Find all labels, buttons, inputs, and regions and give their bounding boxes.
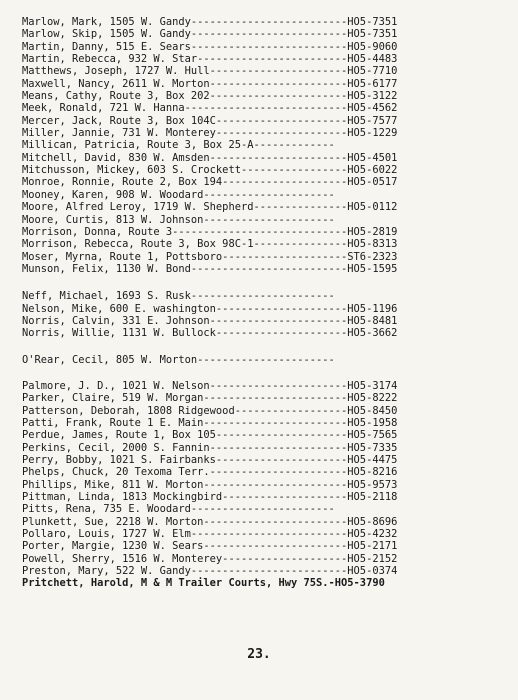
directory-entry: Palmore, J. D., 1021 W. Nelson----------------------HO5-3174 xyxy=(22,379,398,392)
group-p xyxy=(22,380,508,590)
directory-entry: Means, Cathy, Route 3, Box 202----------------------HO5-3122 xyxy=(22,90,398,103)
directory-entry: Patterson, Deborah, 1808 Ridgewood------------------HO5-8450 xyxy=(22,404,398,417)
directory-entry: Martin, Rebecca, 932 W. Star------------------------HO5-4483 xyxy=(22,53,398,66)
directory-entry: Neff, Michael, 1693 S. Rusk----------------------- xyxy=(22,290,335,303)
directory-entry: Mitchusson, Mickey, 603 S. Crockett-----------------HO5-6022 xyxy=(22,164,398,177)
directory-entry: Marlow, Skip, 1505 W. Gandy-------------------------HO5-7351 xyxy=(22,28,398,41)
directory-entry: Monroe, Ronnie, Route 2, Box 194--------------------HO5-0517 xyxy=(22,176,398,189)
directory-entry: Munson, Felix, 1130 W. Bond-------------------------HO5-1595 xyxy=(22,262,398,275)
directory-entry: Mooney, Karen, 908 W. Woodard--------------------- xyxy=(22,188,335,201)
directory-entry: Norris, Willie, 1131 W. Bullock---------------------HO5-3662 xyxy=(22,327,398,340)
directory-entry: Phelps, Chuck, 20 Texoma Terr.----------------------HO5-8216 xyxy=(22,466,398,479)
directory-entry: Perdue, James, Route 1, Box 105---------------------HO5-7565 xyxy=(22,429,398,442)
directory-entry: O'Rear, Cecil, 805 W. Morton---------------------- xyxy=(22,353,335,366)
directory-entry: Perry, Bobby, 1021 S. Fairbanks---------------------HO5-4475 xyxy=(22,454,398,466)
group-o xyxy=(22,354,508,366)
directory-entry: Patti, Frank, Route 1 E. Main-----------------------HO5-1958 xyxy=(22,416,398,429)
directory-entry: Millican, Patricia, Route 3, Box 25-A------------- xyxy=(22,139,335,152)
directory-entry: Powell, Sherry, 1516 W. Monterey--------------------HO5-2152 xyxy=(22,552,398,565)
directory-entry: Maxwell, Nancy, 2611 W. Morton----------------------HO5-6177 xyxy=(22,77,398,90)
directory-entry: Pittman, Linda, 1813 Mockingbird--------------------HO5-2118 xyxy=(22,491,398,504)
directory-entry: Norris, Calvin, 331 E. Johnson----------------------HO5-8481 xyxy=(22,314,398,327)
directory-entry: Moser, Myrna, Route 1, Pottsboro--------------------ST6-2323 xyxy=(22,250,398,263)
directory-entry: Plunkett, Sue, 2218 W. Morton-----------------------HO5-8696 xyxy=(22,515,398,528)
directory-entry: Perkins, Cecil, 2000 S. Fannin----------------------HO5-7335 xyxy=(22,441,398,454)
directory-entry: Parker, Claire, 519 W. Morgan-----------------------HO5-8222 xyxy=(22,392,398,405)
directory-entry: Pitts, Rena, 735 E. Woodard----------------------- xyxy=(22,503,335,516)
group-m xyxy=(22,16,508,275)
group-spacer xyxy=(22,340,508,354)
directory-entry: Miller, Jannie, 731 W. Monterey---------------------HO5-1229 xyxy=(22,127,398,140)
directory-entry: Marlow, Mark, 1505 W. Gandy-------------------------HO5-7351 xyxy=(22,16,398,28)
directory-entry: Morrison, Donna, Route 3----------------------------HO5-2819 xyxy=(22,225,398,238)
directory-entry: Matthews, Joseph, 1727 W. Hull----------------------HO5-7710 xyxy=(22,65,398,78)
directory-entry: Phillips, Mike, 811 W. Morton-----------------------HO5-9573 xyxy=(22,478,398,491)
directory-listing xyxy=(22,16,508,590)
directory-entry: Mitchell, David, 830 W. Amsden----------------------HO5-4501 xyxy=(22,151,398,164)
directory-entry: Mercer, Jack, Route 3, Box 104C---------------------HO5-7577 xyxy=(22,114,398,127)
directory-entry: Moore, Alfred Leroy, 1719 W. Shepherd---------------HO5-0112 xyxy=(22,201,398,214)
directory-entry: Nelson, Mike, 600 E. washington---------------------HO5-1196 xyxy=(22,302,398,315)
directory-entry: Preston, Mary, 522 W. Gandy-------------------------HO5-0374 xyxy=(22,565,398,578)
directory-entry: Martin, Danny, 515 E. Sears-------------------------HO5-9060 xyxy=(22,40,398,53)
directory-entry: Pollaro, Louis, 1727 W. Elm-------------------------HO5-4232 xyxy=(22,528,398,541)
group-spacer xyxy=(22,275,508,290)
directory-entry: Porter, Margie, 1230 W. Sears-----------------------HO5-2171 xyxy=(22,540,398,553)
group-spacer xyxy=(22,366,508,380)
directory-entry: Meek, Ronald, 721 W. Hanna--------------------------HO5-4562 xyxy=(22,102,398,115)
page-number: 23. xyxy=(247,647,271,662)
directory-entry: Pritchett, Harold, M & M Trailer Courts, Hwy 75S.-HO5-3790 xyxy=(22,577,385,590)
group-n xyxy=(22,290,508,339)
directory-entry: Morrison, Rebecca, Route 3, Box 98C-1---------------HO5-8313 xyxy=(22,238,398,251)
directory-entry: Moore, Curtis, 813 W. Johnson--------------------- xyxy=(22,213,335,226)
